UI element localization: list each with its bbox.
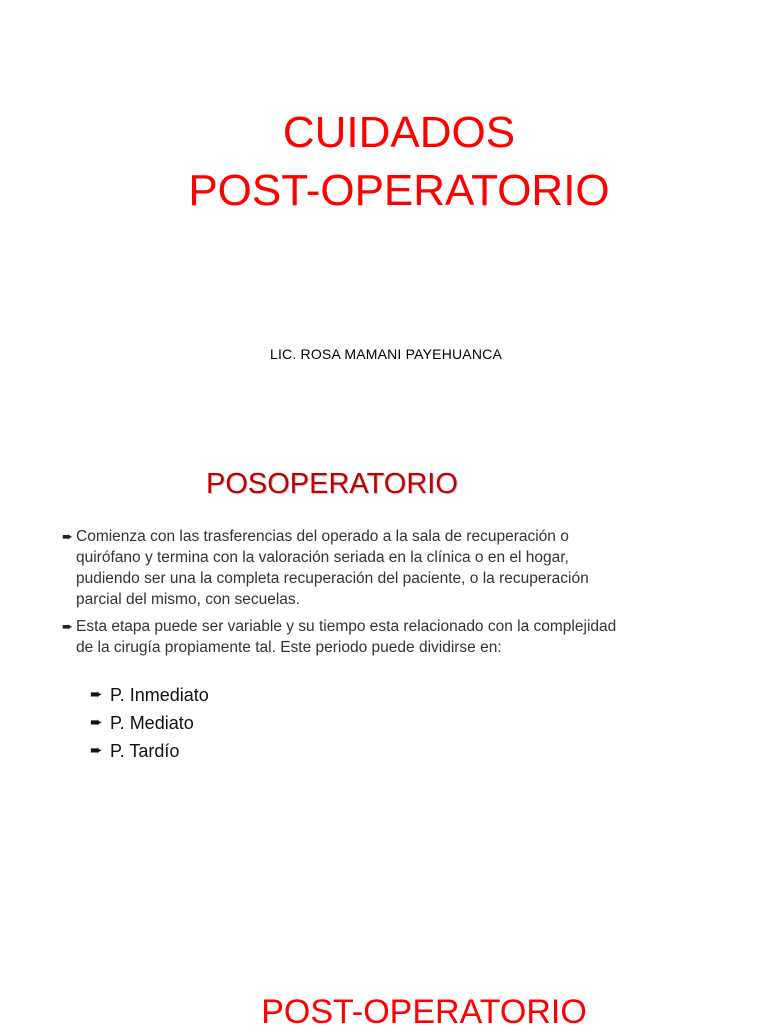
bullet-text: Comienza con las trasferencias del operado a la sala de recuperación o quirófano y termina con la valoración seriada en la clínica o en el hogar, pudiendo ser una la completa recuperación del paciente, o la recuperación parcial del mismo, con secuelas. — [76, 528, 589, 608]
title-slide — [0, 0, 768, 440]
pointing-hand-icon: ➨ — [90, 742, 103, 759]
pointing-hand-icon: ➨ — [90, 686, 103, 703]
main-title-line-1: CUIDADOS — [282, 108, 516, 157]
bullet-list — [62, 526, 622, 664]
next-slide-title: POST-OPERATORIO — [261, 993, 587, 1031]
pointing-hand-icon: ➨ — [62, 619, 73, 634]
content-slide — [0, 440, 768, 960]
bullet-text: Esta etapa puede ser variable y su tiempo esta relacionado con la complejidad de la cirugía propiamente tal. Este periodo puede dividirse en: — [76, 618, 617, 656]
main-title-line-2: POST-OPERATORIO — [188, 166, 610, 215]
bullet-item — [62, 526, 622, 610]
sub-bullet-item — [90, 684, 209, 706]
author-name: LIC. ROSA MAMANI PAYEHUANCA — [269, 346, 503, 362]
sub-bullet-item — [90, 712, 209, 734]
bullet-item — [62, 616, 622, 658]
pointing-hand-icon: ➨ — [62, 529, 73, 544]
sub-bullet-text: P. Mediato — [110, 713, 194, 733]
sub-bullet-list — [90, 684, 209, 768]
main-title — [0, 104, 768, 220]
section-title: POSOPERATORIO — [206, 468, 458, 500]
sub-bullet-item — [90, 740, 209, 762]
sub-bullet-text: P. Inmediato — [110, 685, 209, 705]
pointing-hand-icon: ➨ — [90, 714, 103, 731]
sub-bullet-text: P. Tardío — [110, 741, 180, 761]
